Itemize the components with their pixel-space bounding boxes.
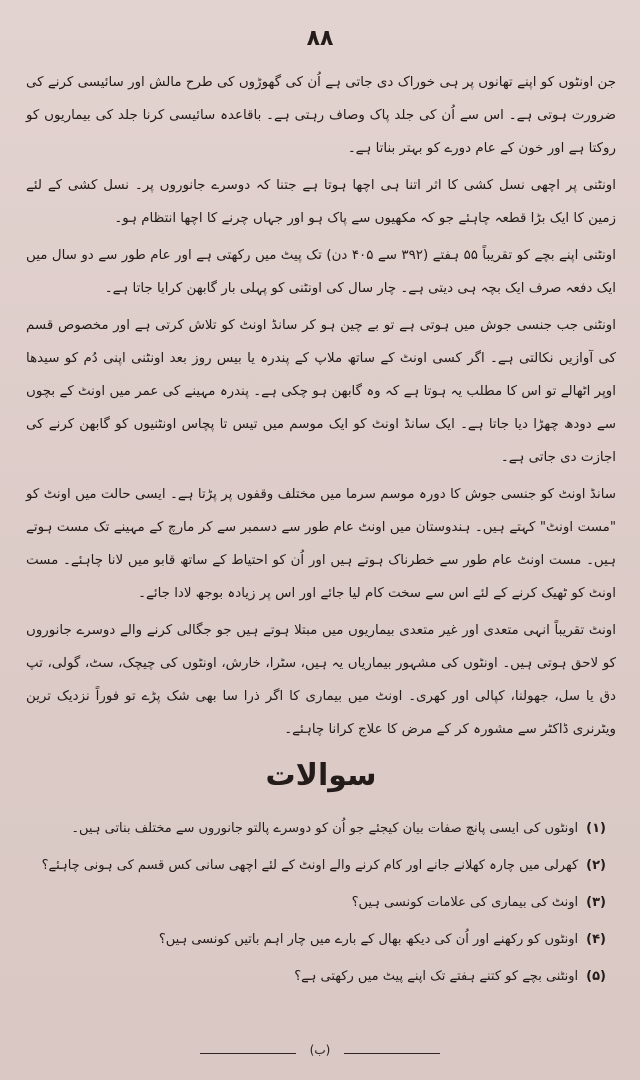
questions-heading: سوالات	[265, 758, 377, 793]
question-item	[38, 810, 606, 847]
question-text: اونٹ کی بیماری کی علامات کونسی ہیں؟	[351, 895, 579, 910]
question-text: کھرلی میں چارہ کھلانے جانے اور کام کرنے والے اونٹ کے لئے اچھی سانی کس قسم کی ہونی چاہئے؟	[41, 858, 579, 873]
page-number: ٨٨	[306, 26, 334, 51]
question-item	[38, 884, 606, 921]
question-number: (۱)	[586, 821, 606, 836]
footer-rule-right	[344, 1053, 440, 1054]
question-text: اونٹنی بچے کو کتنے ہفتے تک اپنے پیٹ میں رکھتی ہے؟	[294, 969, 579, 984]
question-item	[38, 958, 606, 995]
question-item	[38, 921, 606, 958]
page-content	[26, 66, 616, 995]
footer-mark: (ب)	[309, 1043, 331, 1057]
paragraph-grooming: جن اونٹوں کو اپنے تھانوں پر ہی خوراک دی جاتی ہے اُن کی گھوڑوں کی طرح مالش اور سائیسی کرنے کی ضرورت ہوتی ہے۔ اس سے اُن کی جلد پاک وصاف رہتی ہے۔ باقاعدہ سائیسی کرنا جلد کی بیماریوں کو روکتا ہے اور خون کے عام دورے کو بہتر بناتا ہے۔	[26, 75, 616, 156]
paragraph-gestation: اونٹنی اپنے بچے کو تقریباً ۵۵ ہفتے (۳۹۲ سے ۴۰۵ دن) تک پیٹ میں رکھتی ہے اور عام طور سے دو سال میں ایک دفعہ صرف ایک بچہ ہی دیتی ہے۔ چار سال کی اونٹنی کو پہلی بار گابھن کرایا جاتا ہے۔	[26, 248, 616, 296]
questions-list	[26, 810, 616, 995]
question-number: (۴)	[586, 932, 606, 947]
question-number: (۵)	[586, 969, 606, 984]
paragraph-mating: اونٹنی جب جنسی جوش میں ہوتی ہے تو بے چین ہو کر سانڈ اونٹ کو تلاش کرتی ہے اور مخصوص قسم کی آوازیں نکالتی ہے۔ اگر کسی اونٹ کے ساتھ ملاپ کے پندرہ یا بیس روز بعد اونٹنی اپنی دُم کو سیدھا اوپر اٹھالے تو اس کا مطلب یہ ہوتا ہے کہ وہ گابھن ہو چکی ہے۔ پندرہ مہینے کی عمر میں اونٹ کے بچوں سے دودھ چھڑا دیا جاتا ہے۔ ایک سانڈ اونٹ کو ایک موسم میں تیس تا پچاس اونٹنیوں کو گابھن کرنے کی اجازت دی جاتی ہے۔	[26, 318, 616, 465]
question-text: اونٹوں کو رکھنے اور اُن کی دیکھ بھال کے بارے میں چار اہم باتیں کونسی ہیں؟	[158, 932, 579, 947]
paragraph-breeding: اونٹنی پر اچھی نسل کشی کا اثر اتنا ہی اچھا ہوتا ہے جتنا کہ دوسرے جانوروں پر۔ نسل کشی کے لئے زمین کا ایک بڑا قطعہ چاہئے جو کہ مکھیوں سے پاک ہو اور جہاں چرنے کا اچھا انتظام ہو۔	[26, 178, 616, 226]
paragraph-musth: سانڈ اونٹ کو جنسی جوش کا دورہ موسم سرما میں مختلف وقفوں پر پڑتا ہے۔ ایسی حالت میں اونٹ کو "مست اونٹ" کہتے ہیں۔ ہندوستان میں اونٹ عام طور سے دسمبر سے کر مارچ کے مہینے تک مست ہوتے ہیں۔ مست اونٹ عام طور سے خطرناک ہوتے ہیں اور اُن کو احتیاط کے ساتھ قابو میں لانا چاہئے۔ مست اونٹ کو ٹھیک کرنے کے لئے اس سے سخت کام لیا جائے اور اس پر زیادہ بوجھ لادا جائے۔	[26, 487, 616, 601]
question-number: (۲)	[586, 858, 606, 873]
footer-rule	[200, 1043, 440, 1060]
paragraph-diseases: اونٹ تقریباً انہی متعدی اور غیر متعدی بیماریوں میں مبتلا ہوتے ہیں جو جگالی کرنے والے دوسرے جانوروں کو لاحق ہوتی ہیں۔ اونٹوں کی مشہور بیماریاں یہ ہیں، سٹرا، خارش، اونٹوں کی چیچک، سٹ، گولی، تپ دق یا سل، جھولنا، کپالی اور کھری۔ اونٹ میں بیماری کا اگر ذرا سا بھی شک پڑے تو فوراً نزدیک ترین ویٹرنری ڈاکٹر سے مشورہ کر کے مرض کا علاج کرانا چاہئے۔	[26, 623, 616, 737]
question-number: (۳)	[586, 895, 606, 910]
question-text: اونٹوں کی ایسی پانچ صفات بیان کیجئے جو اُن کو دوسرے پالتو جانوروں سے مختلف بناتی ہیں۔	[71, 821, 579, 836]
question-item	[38, 847, 606, 884]
